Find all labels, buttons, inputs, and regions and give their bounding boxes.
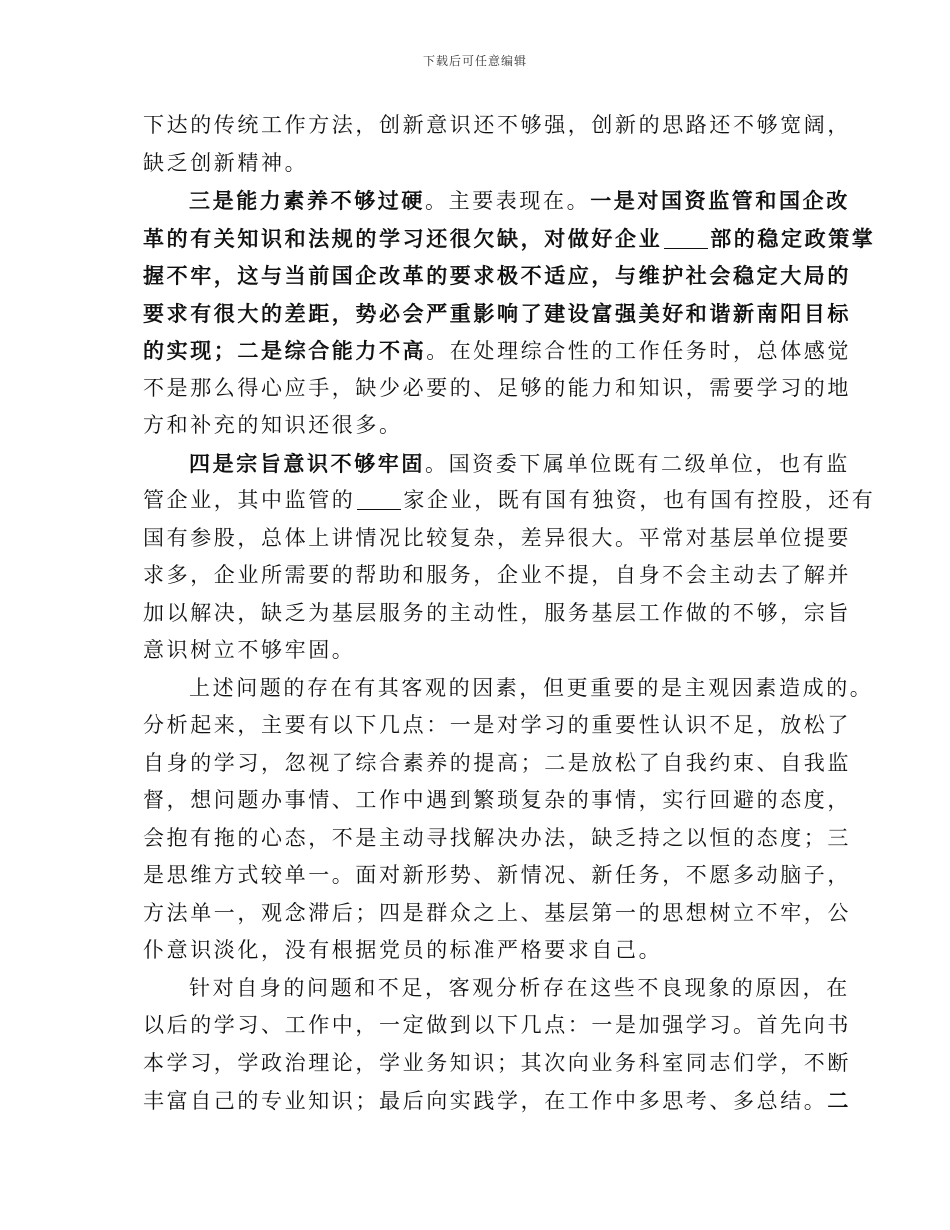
text-line: 上述问题的存在有其客观的因素，但更重要的是主观因素造成的。	[189, 675, 874, 700]
bold-text-span: 一是对国资监管和国企改	[590, 188, 850, 213]
text-line: 缺乏创新精神。	[143, 150, 309, 175]
text-line-bold: 握不牢，这与当前国企改革的要求极不适应，与维护社会稳定大局的	[143, 263, 851, 288]
text-line: 求多，企业所需要的帮助和服务，企业不提，自身不会主动去了解并	[143, 563, 851, 587]
bold-text-span: 革的有关知识和法规的学习还很欠缺，对做好企业	[143, 225, 663, 251]
text-line: 督，想问题办事情、工作中遇到繁琐复杂的事情，实行回避的态度，	[143, 788, 851, 812]
text-span: 丰富自己的专业知识；最后向实践学，在工作中多思考、多总结。	[143, 1089, 828, 1113]
paragraph-ability	[143, 182, 850, 220]
section-heading-ability: 三是能力素养不够过硬	[189, 188, 425, 213]
bold-text-span: 的实现；二是综合能力不高	[143, 338, 427, 363]
text-span: 家企业，既有国有独资，也有国有控股，还有	[403, 488, 876, 512]
paragraph-purpose	[143, 445, 850, 483]
text-line: 不是那么得心应手，缺少必要的、足够的能力和知识，需要学习的地	[143, 375, 851, 400]
text-line: 是思维方式较单一。面对新形势、新情况、新任务，不愿多动脑子，	[143, 863, 851, 887]
text-line: 以后的学习、工作中，一定做到以下几点：一是加强学习。首先向书	[143, 1013, 851, 1037]
section-heading-purpose: 四是宗旨意识不够牢固	[189, 450, 425, 476]
text-span: 管企业，其中监管的	[143, 488, 356, 512]
fill-in-blank	[664, 226, 708, 249]
document-body	[143, 107, 876, 1120]
text-span: 。国资委下属单位既有二级单位，也有监	[425, 451, 850, 476]
text-line: 意识树立不够牢固。	[143, 638, 356, 662]
text-line	[143, 1082, 852, 1120]
text-line: 仆意识淡化，没有根据党员的标准严格要求自己。	[143, 938, 663, 962]
text-line: 加以解决，缺乏为基层服务的主动性，服务基层工作做的不够，宗旨	[143, 600, 851, 625]
text-line: 本学习，学政治理论，学业务知识；其次向业务科室同志们学，不断	[143, 1050, 851, 1075]
text-line: 针对自身的问题和不足，客观分析存在这些不良现象的原因，在	[189, 975, 850, 1000]
text-line-bold: 要求有很大的差距，势必会严重影响了建设富强美好和谐新南阳目标	[143, 300, 851, 326]
text-line: 方法单一，观念滞后；四是群众之上、基层第一的思想树立不牢，公	[143, 900, 851, 925]
text-line: 方和补充的知识还很多。	[143, 413, 403, 437]
text-line	[143, 482, 876, 520]
bold-text-span: 部的稳定政策掌	[710, 225, 876, 251]
text-line	[143, 332, 852, 370]
text-line: 会抱有拖的心态，不是主动寻找解决办法，缺乏持之以恒的态度；三	[143, 825, 851, 850]
bold-text-span: 二	[827, 1088, 852, 1113]
page-header-note: 下载后可任意编辑	[422, 54, 527, 68]
text-line: 自身的学习，忽视了综合素养的提高；二是放松了自我约束、自我监	[143, 750, 851, 775]
text-span: 。在处理综合性的工作任务时，总体感觉	[426, 339, 852, 363]
fill-in-blank	[357, 487, 401, 510]
text-line: 分析起来，主要有以下几点：一是对学习的重要性认识不足，放松了	[143, 713, 851, 737]
text-line-bold	[143, 220, 876, 258]
text-line: 国有参股，总体上讲情况比较复杂，差异很大。平常对基层单位提要	[143, 525, 851, 550]
text-line: 下达的传统工作方法，创新意识还不够强，创新的思路还不够宽阔，	[143, 113, 851, 137]
text-span: 。主要表现在。	[425, 189, 591, 213]
